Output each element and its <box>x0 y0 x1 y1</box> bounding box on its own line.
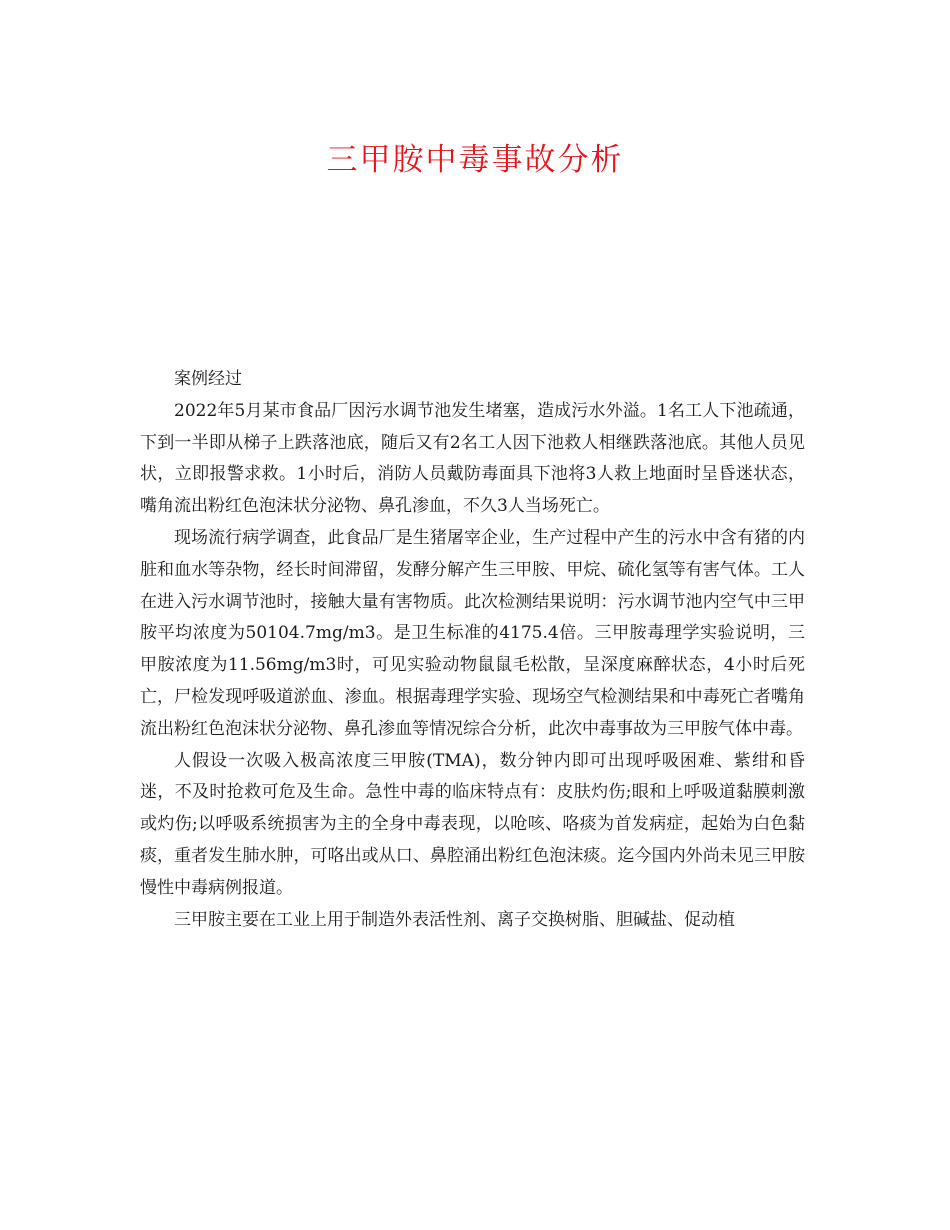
document-body <box>140 364 805 936</box>
paragraph-case-description: 2022年5月某市食品厂因污水调节池发生堵塞，造成污水外溢。1名工人下池疏通，下到一半即从梯子上跌落池底，随后又有2名工人因下池救人相继跌落池底。其他人员见状，立即报警求救。1小时后，消防人员戴防毒面具下池将3人救上地面时呈昏迷状态，嘴角流出粉红色泡沫状分泌物、鼻孔渗血，不久3人当场死亡。 <box>140 400 805 517</box>
paragraph-industrial-use: 三甲胺主要在工业上用于制造外表活性剂、离子交换树脂、胆碱盐、促动植 <box>174 909 735 930</box>
paragraph-investigation: 现场流行病学调查，此食品厂是生猪屠宰企业，生产过程中产生的污水中含有猪的内脏和血水等杂物，经长时间滞留，发酵分解产生三甲胺、甲烷、硫化氢等有害气体。工人在进入污水调节池时，接触大量有害物质。此次检测结果说明：污水调节池内空气中三甲胺平均浓度为50104.7mg/m3。是卫生标准的4175.4倍。三甲胺毒理学实验说明，三甲胺浓度为11.56mg/m3时，可见实验动物鼠鼠毛松散，呈深度麻醉状态，4小时后死亡，尸检发现呼吸道淤血、渗血。根据毒理学实验、现场空气检测结果和中毒死亡者嘴角流出粉红色泡沫状分泌物、鼻孔渗血等情况综合分析，此次中毒事故为三甲胺气体中毒。 <box>140 527 805 739</box>
section-heading: 案例经过 <box>174 369 242 389</box>
document-title: 三甲胺中毒事故分析 <box>326 142 624 178</box>
paragraph-clinical-features: 人假设一次吸入极高浓度三甲胺(TMA)，数分钟内即可出现呼吸困难、紫绀和昏迷，不及时抢救可危及生命。急性中毒的临床特点有：皮肤灼伤;眼和上呼吸道黏膜刺激或灼伤;以呼吸系统损害为主的全身中毒表现，以呛咳、咯痰为首发病症，起始为白色黏痰，重者发生肺水肿，可咯出或从口、鼻腔涌出粉红色泡沫痰。迄今国内外尚未见三甲胺慢性中毒病例报道。 <box>140 750 805 898</box>
